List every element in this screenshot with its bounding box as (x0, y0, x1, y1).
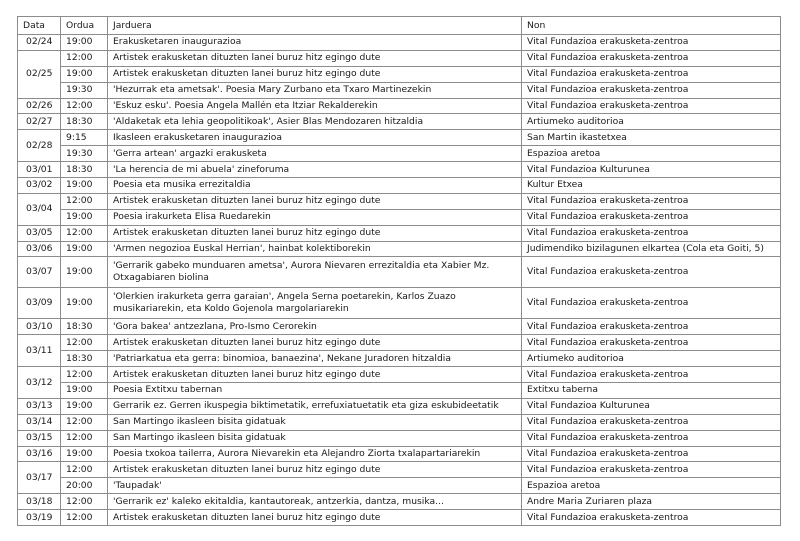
activity-cell: 'Hezurrak eta ametsak'. Poesia Mary Zurbano eta Txaro Martinezekin (108, 82, 522, 98)
activity-cell: Artistek erakusketan dituzten lanei buruz hitz egingo dute (108, 335, 522, 351)
place-cell: Vital Fundazioa erakusketa-zentroa (522, 225, 781, 241)
activity-cell: Artistek erakusketan dituzten lanei buruz hitz egingo dute (108, 462, 522, 478)
date-cell: 02/24 (18, 35, 61, 51)
table-row (18, 335, 781, 351)
table-row (18, 351, 781, 367)
time-cell: 19:30 (61, 82, 108, 98)
table-row (18, 225, 781, 241)
table-row (18, 146, 781, 162)
place-cell: Andre Maria Zuriaren plaza (522, 494, 781, 510)
activity-cell: Poesia eta musika errezitaldia (108, 178, 522, 194)
time-cell: 12:00 (61, 193, 108, 209)
time-cell: 19:00 (61, 209, 108, 225)
table-row (18, 82, 781, 98)
activity-cell: Poesia txokoa tailerra, Aurora Nievarekin eta Alejandro Ziorta txalapartariarekin (108, 446, 522, 462)
activity-cell: 'Olerkien irakurketa gerra garaian', Angela Serna poetarekin, Karlos Zuazo musikariarekin, eta Koldo Gojenola margolariarekin (108, 288, 522, 319)
activity-cell: Artistek erakusketan dituzten lanei buruz hitz egingo dute (108, 367, 522, 383)
place-cell: Vital Fundazioa erakusketa-zentroa (522, 82, 781, 98)
table-row (18, 383, 781, 399)
time-cell: 12:00 (61, 414, 108, 430)
time-cell: 12:00 (61, 98, 108, 114)
place-cell: Vital Fundazioa Kulturunea (522, 162, 781, 178)
date-cell: 03/04 (18, 193, 61, 225)
activity-cell: Artistek erakusketan dituzten lanei buruz hitz egingo dute (108, 510, 522, 526)
date-cell: 02/26 (18, 98, 61, 114)
place-cell: Vital Fundazioa erakusketa-zentroa (522, 462, 781, 478)
table-row (18, 494, 781, 510)
time-cell: 12:00 (61, 510, 108, 526)
table-row (18, 288, 781, 319)
place-cell: Vital Fundazioa erakusketa-zentroa (522, 193, 781, 209)
place-cell: Vital Fundazioa erakusketa-zentroa (522, 209, 781, 225)
table-row (18, 446, 781, 462)
time-cell: 12:00 (61, 50, 108, 66)
place-cell: Vital Fundazioa erakusketa-zentroa (522, 510, 781, 526)
place-cell: Vital Fundazioa erakusketa-zentroa (522, 66, 781, 82)
activity-cell: 'Aldaketak eta lehia geopolitikoak', Asier Blas Mendozaren hitzaldia (108, 114, 522, 130)
time-cell: 19:00 (61, 35, 108, 51)
activity-cell: San Martingo ikasleen bisita gidatuak (108, 430, 522, 446)
activity-cell: 'La herencia de mi abuela' zineforuma (108, 162, 522, 178)
date-cell: 03/14 (18, 414, 61, 430)
time-cell: 19:00 (61, 257, 108, 288)
table-row (18, 398, 781, 414)
date-cell: 03/10 (18, 319, 61, 335)
activity-cell: Ikasleen erakusketaren inaugurazioa (108, 130, 522, 146)
activity-cell: Artistek erakusketan dituzten lanei buruz hitz egingo dute (108, 193, 522, 209)
time-cell: 19:00 (61, 383, 108, 399)
activity-cell: Artistek erakusketan dituzten lanei buruz hitz egingo dute (108, 225, 522, 241)
time-cell: 12:00 (61, 225, 108, 241)
time-cell: 12:00 (61, 367, 108, 383)
time-cell: 20:00 (61, 478, 108, 494)
schedule-container (17, 16, 780, 526)
activity-cell: 'Gora bakea' antzezlana, Pro-Ismo Cerorekin (108, 319, 522, 335)
activity-cell: Poesia irakurketa Elisa Ruedarekin (108, 209, 522, 225)
table-row (18, 367, 781, 383)
place-cell: Vital Fundazioa erakusketa-zentroa (522, 367, 781, 383)
table-row (18, 257, 781, 288)
table-row (18, 319, 781, 335)
table-row (18, 130, 781, 146)
activity-cell: 'Patriarkatua eta gerra: binomioa, banaezina', Nekane Juradoren hitzaldia (108, 351, 522, 367)
table-row (18, 114, 781, 130)
time-cell: 12:00 (61, 430, 108, 446)
date-cell: 03/02 (18, 178, 61, 194)
table-row (18, 193, 781, 209)
date-cell: 02/28 (18, 130, 61, 162)
date-cell: 03/17 (18, 462, 61, 494)
activity-cell: Artistek erakusketan dituzten lanei buruz hitz egingo dute (108, 50, 522, 66)
table-row (18, 35, 781, 51)
date-cell: 02/25 (18, 50, 61, 98)
activity-cell: Artistek erakusketan dituzten lanei buruz hitz egingo dute (108, 66, 522, 82)
place-cell: Vital Fundazioa erakusketa-zentroa (522, 414, 781, 430)
table-row (18, 98, 781, 114)
activity-cell: 'Gerra artean' argazki erakusketa (108, 146, 522, 162)
place-cell: Artiumeko auditorioa (522, 114, 781, 130)
header-row (18, 17, 781, 35)
date-cell: 03/18 (18, 494, 61, 510)
table-row (18, 66, 781, 82)
place-cell: Vital Fundazioa erakusketa-zentroa (522, 335, 781, 351)
place-cell: Vital Fundazioa erakusketa-zentroa (522, 319, 781, 335)
date-cell: 03/01 (18, 162, 61, 178)
place-cell: Vital Fundazioa erakusketa-zentroa (522, 50, 781, 66)
table-row (18, 430, 781, 446)
time-cell: 12:00 (61, 494, 108, 510)
place-cell: Vital Fundazioa erakusketa-zentroa (522, 257, 781, 288)
date-cell: 03/11 (18, 335, 61, 367)
place-cell: San Martin ikastetxea (522, 130, 781, 146)
header-activity: Jarduera (108, 17, 522, 35)
date-cell: 03/07 (18, 257, 61, 288)
date-cell: 03/15 (18, 430, 61, 446)
place-cell: Vital Fundazioa erakusketa-zentroa (522, 35, 781, 51)
activity-cell: Gerrarik ez. Gerren ikuspegia biktimetatik, errefuxiatuetatik eta giza eskubideetatik (108, 398, 522, 414)
time-cell: 19:00 (61, 241, 108, 257)
time-cell: 19:00 (61, 398, 108, 414)
activity-cell: San Martingo ikasleen bisita gidatuak (108, 414, 522, 430)
time-cell: 18:30 (61, 162, 108, 178)
place-cell: Kultur Etxea (522, 178, 781, 194)
schedule-body (18, 35, 781, 526)
table-row (18, 50, 781, 66)
date-cell: 03/19 (18, 510, 61, 526)
activity-cell: Poesia Extitxu tabernan (108, 383, 522, 399)
table-row (18, 478, 781, 494)
place-cell: Vital Fundazioa Kulturunea (522, 398, 781, 414)
time-cell: 12:00 (61, 335, 108, 351)
table-row (18, 510, 781, 526)
date-cell: 03/06 (18, 241, 61, 257)
date-cell: 03/13 (18, 398, 61, 414)
place-cell: Espazioa aretoa (522, 478, 781, 494)
place-cell: Vital Fundazioa erakusketa-zentroa (522, 430, 781, 446)
activity-cell: 'Gerrarik gabeko munduaren ametsa', Aurora Nievaren errezitaldia eta Xabier Mz. Otxagabiaren biolina (108, 257, 522, 288)
time-cell: 19:30 (61, 146, 108, 162)
table-row (18, 162, 781, 178)
activity-cell: 'Gerrarik ez' kaleko ekitaldia, kantautoreak, antzerkia, dantza, musika... (108, 494, 522, 510)
activity-cell: 'Armen negozioa Euskal Herrian', hainbat kolektiborekin (108, 241, 522, 257)
time-cell: 19:00 (61, 446, 108, 462)
time-cell: 19:00 (61, 288, 108, 319)
header-time: Ordua (61, 17, 108, 35)
date-cell: 03/16 (18, 446, 61, 462)
date-cell: 02/27 (18, 114, 61, 130)
table-row (18, 241, 781, 257)
time-cell: 18:30 (61, 114, 108, 130)
place-cell: Vital Fundazioa erakusketa-zentroa (522, 288, 781, 319)
place-cell: Vital Fundazioa erakusketa-zentroa (522, 446, 781, 462)
table-row (18, 414, 781, 430)
time-cell: 18:30 (61, 319, 108, 335)
table-row (18, 209, 781, 225)
place-cell: Judimendiko bizilagunen elkartea (Cola eta Goiti, 5) (522, 241, 781, 257)
place-cell: Espazioa aretoa (522, 146, 781, 162)
table-row (18, 178, 781, 194)
time-cell: 9:15 (61, 130, 108, 146)
place-cell: Extitxu taberna (522, 383, 781, 399)
time-cell: 19:00 (61, 66, 108, 82)
date-cell: 03/09 (18, 288, 61, 319)
table-row (18, 462, 781, 478)
time-cell: 19:00 (61, 178, 108, 194)
header-place: Non (522, 17, 781, 35)
date-cell: 03/05 (18, 225, 61, 241)
place-cell: Artiumeko auditorioa (522, 351, 781, 367)
time-cell: 12:00 (61, 462, 108, 478)
activity-cell: 'Taupadak' (108, 478, 522, 494)
time-cell: 18:30 (61, 351, 108, 367)
header-date: Data (18, 17, 61, 35)
date-cell: 03/12 (18, 367, 61, 399)
activity-cell: 'Eskuz esku'. Poesia Angela Mallén eta Itziar Rekalderekin (108, 98, 522, 114)
place-cell: Vital Fundazioa erakusketa-zentroa (522, 98, 781, 114)
activity-cell: Erakusketaren inaugurazioa (108, 35, 522, 51)
schedule-table (17, 16, 781, 526)
